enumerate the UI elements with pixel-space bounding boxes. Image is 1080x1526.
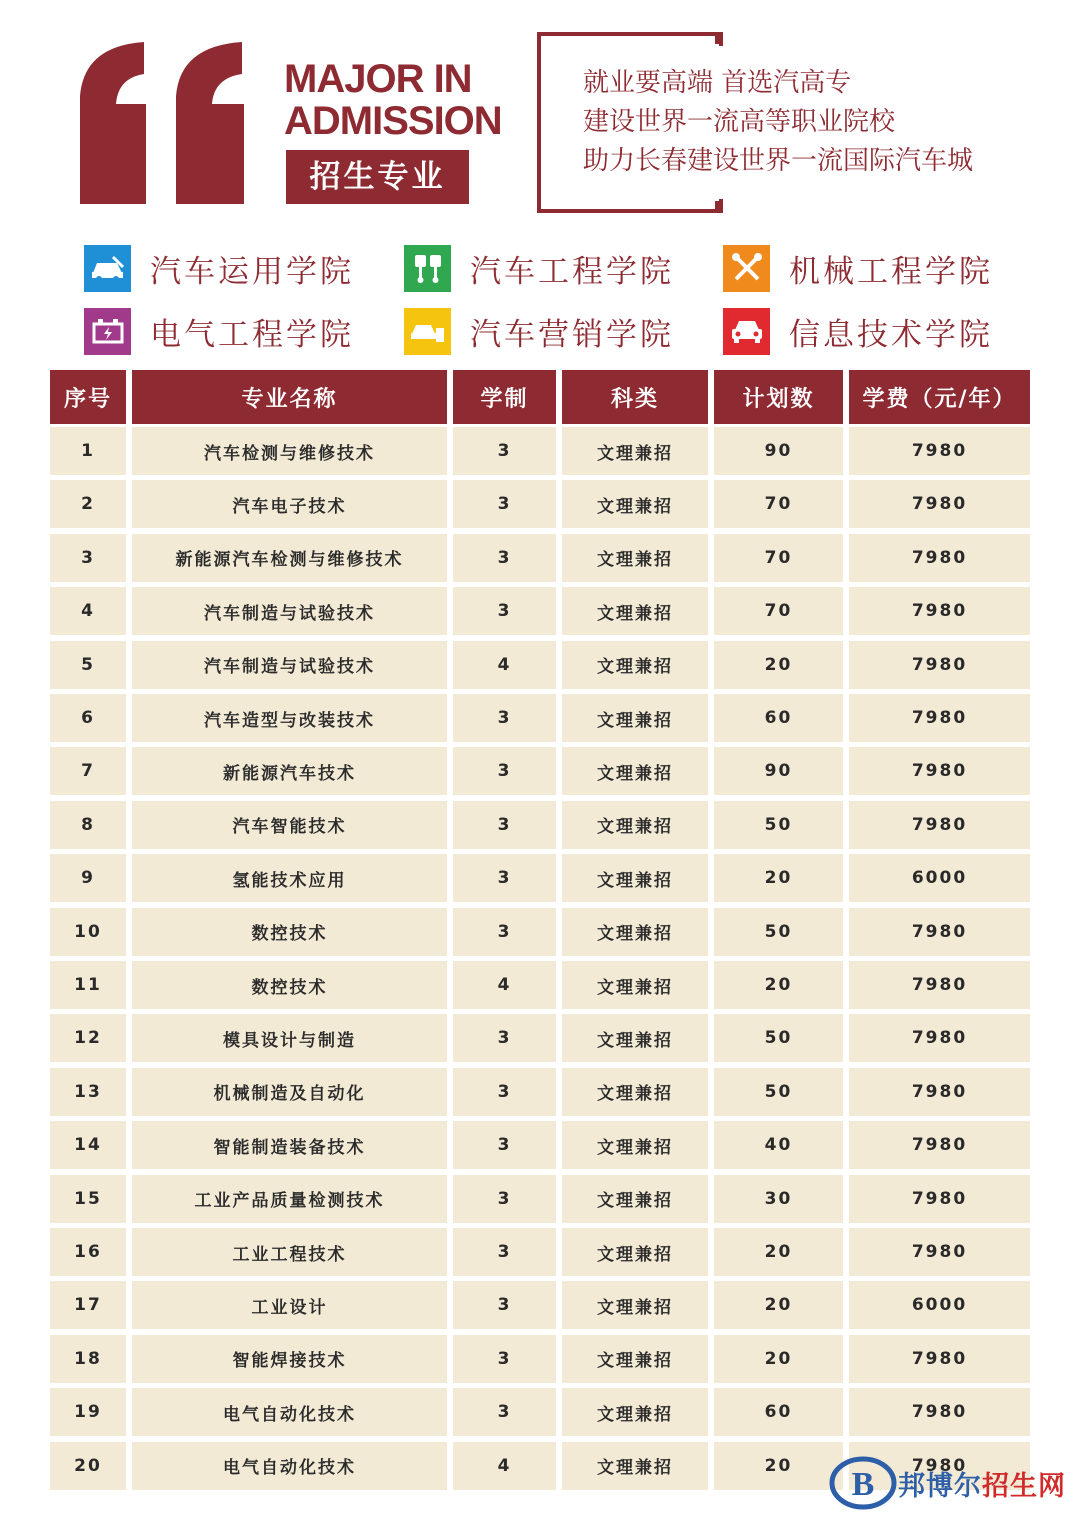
table-cell: 文理兼招: [562, 854, 708, 902]
header-cell: 学制: [453, 370, 556, 424]
table-cell: 3: [453, 854, 556, 902]
table-cell: 汽车制造与试验技术: [132, 587, 447, 635]
table-cell: 20: [714, 1335, 843, 1383]
table-cell: 文理兼招: [562, 1014, 708, 1062]
table-cell: 智能制造装备技术: [132, 1121, 447, 1169]
table-cell: 50: [714, 801, 843, 849]
college-item: [723, 244, 993, 292]
college-name: 汽车营销学院: [470, 316, 674, 353]
header-cell: 学费（元/年）: [849, 370, 1030, 424]
table-cell: 4: [453, 961, 556, 1009]
table-cell: 3: [453, 587, 556, 635]
table-cell: 60: [714, 1388, 843, 1436]
table-cell: 机械制造及自动化: [132, 1068, 447, 1116]
table-cell: 70: [714, 480, 843, 528]
table-cell: 11: [50, 961, 126, 1009]
table-row: [50, 1388, 1030, 1436]
college-item: [404, 307, 674, 355]
table-cell: 7980: [849, 1068, 1030, 1116]
table-cell: 7980: [849, 427, 1030, 475]
table-cell: 20: [714, 641, 843, 689]
college-name: 汽车工程学院: [470, 253, 674, 290]
table-row: [50, 1335, 1030, 1383]
table-cell: 20: [714, 961, 843, 1009]
table-cell: 40: [714, 1121, 843, 1169]
engine-pistons-icon: [404, 245, 451, 292]
table-cell: 7980: [849, 1014, 1030, 1062]
table-cell: 9: [50, 854, 126, 902]
college-item: [404, 244, 674, 292]
table-cell: 4: [50, 587, 126, 635]
table-cell: 工业工程技术: [132, 1228, 447, 1276]
table-cell: 文理兼招: [562, 480, 708, 528]
car-front-icon: [723, 308, 770, 355]
table-cell: 3: [453, 1121, 556, 1169]
header-cell: 计划数: [714, 370, 843, 424]
table-cell: 20: [714, 1228, 843, 1276]
table-cell: 文理兼招: [562, 1121, 708, 1169]
table-cell: 7980: [849, 480, 1030, 528]
table-cell: 3: [453, 480, 556, 528]
table-cell: 70: [714, 534, 843, 582]
table-cell: 文理兼招: [562, 801, 708, 849]
table-cell: 3: [453, 694, 556, 742]
table-cell: 文理兼招: [562, 1228, 708, 1276]
table-cell: 电气自动化技术: [132, 1388, 447, 1436]
watermark: [828, 1448, 1068, 1518]
table-cell: 6000: [849, 1281, 1030, 1329]
college-item: [723, 307, 993, 355]
table-cell: 文理兼招: [562, 1388, 708, 1436]
table-cell: 文理兼招: [562, 908, 708, 956]
table-cell: 17: [50, 1281, 126, 1329]
table-cell: 7980: [849, 1442, 1030, 1490]
table-cell: 文理兼招: [562, 427, 708, 475]
table-cell: 3: [453, 1281, 556, 1329]
table-cell: 50: [714, 908, 843, 956]
table-cell: 3: [453, 534, 556, 582]
table-cell: 1: [50, 427, 126, 475]
table-cell: 20: [50, 1442, 126, 1490]
table-cell: 10: [50, 908, 126, 956]
table-cell: 文理兼招: [562, 961, 708, 1009]
table-cell: 3: [453, 427, 556, 475]
table-cell: 19: [50, 1388, 126, 1436]
table-cell: 90: [714, 747, 843, 795]
table-row: [50, 1068, 1030, 1116]
college-item: [84, 307, 354, 355]
table-row: [50, 641, 1030, 689]
watermark-text-red: 招生网: [982, 1470, 1066, 1502]
table-cell: 新能源汽车检测与维修技术: [132, 534, 447, 582]
table-cell: 3: [50, 534, 126, 582]
watermark-text-blue: 邦博尔: [898, 1470, 982, 1502]
table-cell: 7980: [849, 1121, 1030, 1169]
table-cell: 3: [453, 1388, 556, 1436]
slogan-line: 建设世界一流高等职业院校: [583, 107, 896, 137]
table-cell: 50: [714, 1014, 843, 1062]
table-cell: 20: [714, 854, 843, 902]
title-english: [284, 58, 502, 142]
table-cell: 文理兼招: [562, 1335, 708, 1383]
table-header: [50, 370, 1030, 424]
table-cell: 氢能技术应用: [132, 854, 447, 902]
table-cell: 3: [453, 747, 556, 795]
battery-icon: [84, 308, 131, 355]
table-cell: 7: [50, 747, 126, 795]
table-cell: 60: [714, 694, 843, 742]
table-row: [50, 694, 1030, 742]
table-cell: 7980: [849, 1388, 1030, 1436]
title-en-line1: MAJOR IN: [284, 57, 472, 101]
title-en-line2: ADMISSION: [284, 99, 502, 143]
slogan-line: 助力长春建设世界一流国际汽车城: [583, 146, 974, 176]
quote-mark-icon: [72, 36, 262, 206]
table-cell: 模具设计与制造: [132, 1014, 447, 1062]
table-cell: 文理兼招: [562, 694, 708, 742]
table-cell: 数控技术: [132, 908, 447, 956]
college-name: 信息技术学院: [789, 316, 993, 353]
college-name: 电气工程学院: [150, 316, 354, 353]
table-cell: 15: [50, 1175, 126, 1223]
table-cell: 7980: [849, 961, 1030, 1009]
table-cell: 7980: [849, 747, 1030, 795]
table-cell: 7980: [849, 641, 1030, 689]
table-cell: 文理兼招: [562, 534, 708, 582]
table-cell: 3: [453, 1175, 556, 1223]
table-cell: 2: [50, 480, 126, 528]
car-service-icon: [84, 245, 131, 292]
table-cell: 20: [714, 1281, 843, 1329]
table-cell: 3: [453, 1014, 556, 1062]
table-cell: 3: [453, 801, 556, 849]
table-cell: 电气自动化技术: [132, 1442, 447, 1490]
table-cell: 新能源汽车技术: [132, 747, 447, 795]
watermark-logo-icon: [828, 1452, 898, 1514]
table-row: [50, 801, 1030, 849]
table-cell: 汽车智能技术: [132, 801, 447, 849]
table-cell: 8: [50, 801, 126, 849]
table-cell: 90: [714, 427, 843, 475]
slogan-line: 就业要高端 首选汽高专: [583, 68, 852, 98]
table-cell: 工业设计: [132, 1281, 447, 1329]
table-cell: 4: [453, 641, 556, 689]
table-cell: 工业产品质量检测技术: [132, 1175, 447, 1223]
table-cell: 汽车制造与试验技术: [132, 641, 447, 689]
title-chinese: 招生专业: [286, 150, 469, 204]
table-row: [50, 1228, 1030, 1276]
table-row: [50, 747, 1030, 795]
table-cell: 5: [50, 641, 126, 689]
table-row: [50, 587, 1030, 635]
table-row: [50, 427, 1030, 475]
college-name: 汽车运用学院: [150, 253, 354, 290]
slogan-block: [583, 64, 973, 181]
table-cell: 14: [50, 1121, 126, 1169]
table-cell: 4: [453, 1442, 556, 1490]
table-cell: 3: [453, 1068, 556, 1116]
table-cell: 13: [50, 1068, 126, 1116]
table-row: [50, 1121, 1030, 1169]
table-cell: 智能焊接技术: [132, 1335, 447, 1383]
table-cell: 文理兼招: [562, 747, 708, 795]
table-row: [50, 1281, 1030, 1329]
table-cell: 7980: [849, 694, 1030, 742]
table-row: [50, 961, 1030, 1009]
header-cell: 序号: [50, 370, 126, 424]
table-cell: 7980: [849, 1335, 1030, 1383]
wrench-screwdriver-icon: [723, 245, 770, 292]
table-cell: 20: [714, 1442, 843, 1490]
table-cell: 3: [453, 1335, 556, 1383]
table-cell: 7980: [849, 908, 1030, 956]
table-row: [50, 1175, 1030, 1223]
table-cell: 7980: [849, 534, 1030, 582]
table-row: [50, 480, 1030, 528]
table-cell: 12: [50, 1014, 126, 1062]
table-row: [50, 534, 1030, 582]
table-cell: 30: [714, 1175, 843, 1223]
table-cell: 数控技术: [132, 961, 447, 1009]
watermark-text: [898, 1464, 1066, 1503]
header-cell: 科类: [562, 370, 708, 424]
table-cell: 3: [453, 1228, 556, 1276]
table-cell: 汽车电子技术: [132, 480, 447, 528]
table-cell: 6000: [849, 854, 1030, 902]
table-cell: 50: [714, 1068, 843, 1116]
table-cell: 70: [714, 587, 843, 635]
table-cell: 文理兼招: [562, 1068, 708, 1116]
college-name: 机械工程学院: [789, 253, 993, 290]
car-sale-icon: [404, 308, 451, 355]
table-row: [50, 854, 1030, 902]
table-cell: 16: [50, 1228, 126, 1276]
table-cell: 6: [50, 694, 126, 742]
table-cell: 3: [453, 908, 556, 956]
college-item: [84, 244, 354, 292]
table-cell: 文理兼招: [562, 587, 708, 635]
table-row: [50, 1014, 1030, 1062]
table-cell: 汽车造型与改装技术: [132, 694, 447, 742]
svg-text:B: B: [851, 1466, 875, 1503]
table-cell: 7980: [849, 801, 1030, 849]
table-cell: 18: [50, 1335, 126, 1383]
table-cell: 文理兼招: [562, 1175, 708, 1223]
table-cell: 7980: [849, 1175, 1030, 1223]
table-cell: 7980: [849, 1228, 1030, 1276]
header-cell: 专业名称: [132, 370, 447, 424]
table-cell: 7980: [849, 587, 1030, 635]
table-cell: 汽车检测与维修技术: [132, 427, 447, 475]
table-cell: 文理兼招: [562, 1281, 708, 1329]
table-row: [50, 908, 1030, 956]
table-cell: 文理兼招: [562, 1442, 708, 1490]
table-cell: 文理兼招: [562, 641, 708, 689]
